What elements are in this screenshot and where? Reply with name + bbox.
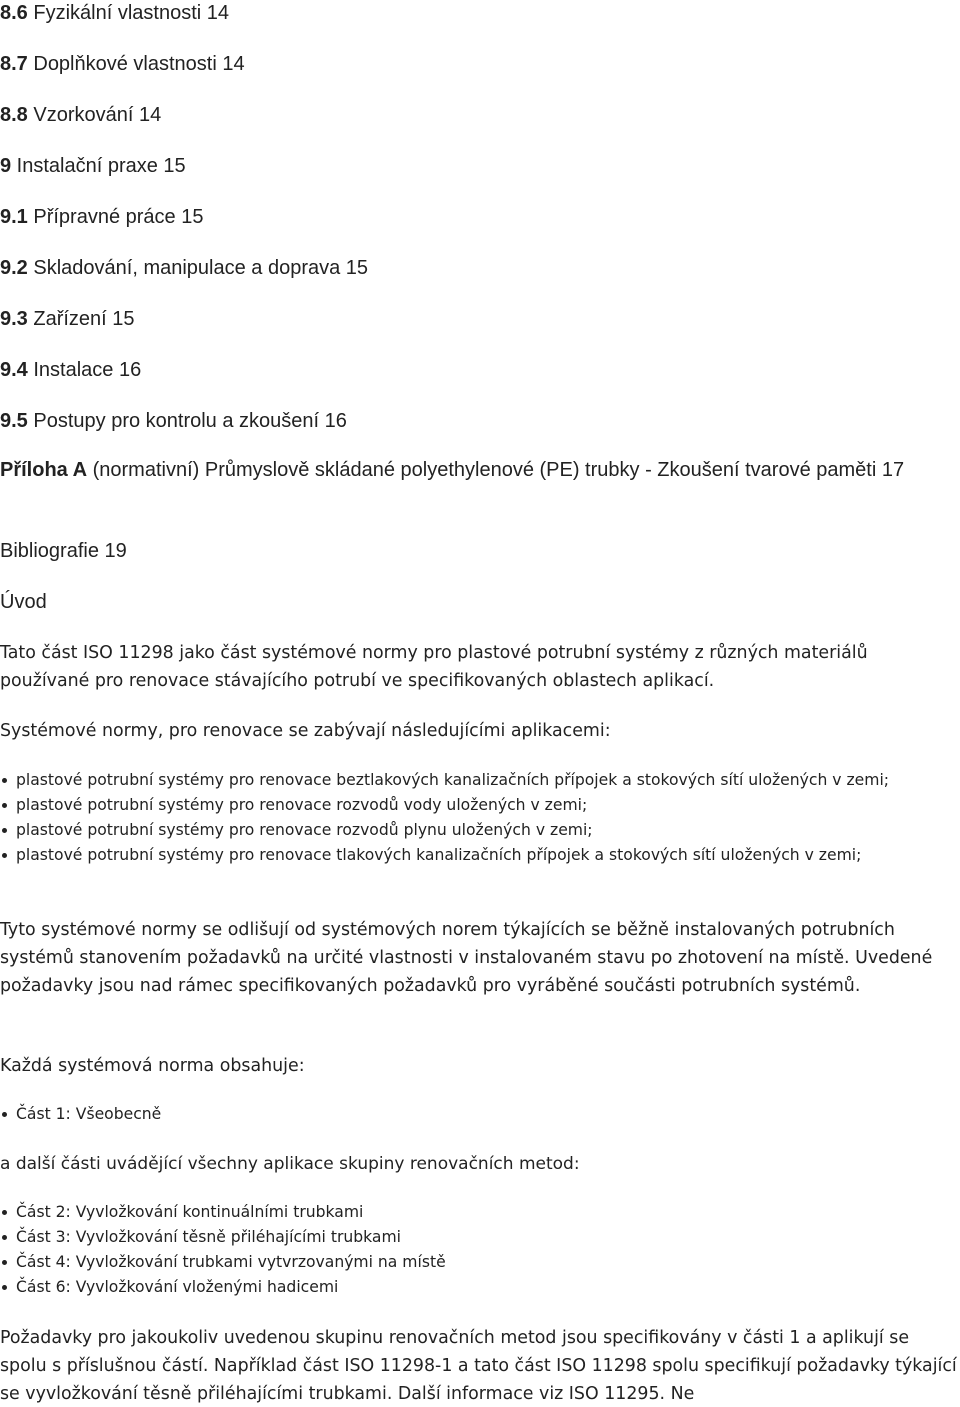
toc-annex-label: Příloha A <box>0 459 88 481</box>
list-item: Část 3: Vyvložkování těsně přiléhajícími trubkami <box>0 1225 950 1250</box>
toc-title: Postupy pro kontrolu a zkoušení 16 <box>27 410 347 432</box>
toc-entry-bibliography[interactable]: Bibliografie 19 <box>0 540 127 562</box>
toc-entry[interactable] <box>0 358 141 382</box>
toc-title: Skladování, manipulace a doprava 15 <box>27 257 369 279</box>
toc-title: Doplňkové vlastnosti 14 <box>27 53 245 75</box>
each-standard-contains: Každá systémová norma obsahuje: <box>0 1056 305 1076</box>
list-item: plastové potrubní systémy pro renovace rozvodů plynu uložených v zemi; <box>0 818 950 843</box>
toc-entry[interactable] <box>0 1 229 25</box>
toc-number: 9.3 <box>0 308 28 330</box>
toc-title: Fyzikální vlastnosti 14 <box>27 2 230 24</box>
applications-list <box>0 768 950 868</box>
list-item: Část 2: Vyvložkování kontinuálními trubkami <box>0 1200 950 1225</box>
toc-title: Instalační praxe 15 <box>11 155 186 177</box>
intro-paragraph: Tato část ISO 11298 jako část systémové normy pro plastové potrubní systémy z různých materiálů používané pro renovace stávajícího potrubí ve specifikovaných oblastech aplikací. <box>0 643 868 691</box>
requirements-paragraph: Požadavky pro jakoukoliv uvedenou skupinu renovačních metod jsou specifikovány v části 1 a aplikují se spolu s příslušnou částí. Například část ISO 11298-1 a tato část ISO 11298 spolu specifikují požadavky týkající se vyvložkování těsně přiléhajícími trubkami. Další informace viz ISO 11295. Ne <box>0 1328 957 1404</box>
toc-entry[interactable] <box>0 205 203 229</box>
toc-number: 8.6 <box>0 2 28 24</box>
toc-number: 9.5 <box>0 410 28 432</box>
toc-title: Instalace 16 <box>27 359 142 381</box>
toc-entry[interactable] <box>0 256 368 280</box>
toc-number: 9.4 <box>0 359 28 381</box>
toc-number: 8.8 <box>0 104 28 126</box>
toc-entry[interactable] <box>0 409 347 433</box>
parts-list <box>0 1200 950 1300</box>
toc-entry[interactable] <box>0 154 186 178</box>
toc-number: 9.1 <box>0 206 28 228</box>
list-item: plastové potrubní systémy pro renovace tlakových kanalizačních přípojek a stokových sítí uložených v zemi; <box>0 843 950 868</box>
toc-title: Vzorkování 14 <box>27 104 162 126</box>
toc-entry-intro[interactable]: Úvod <box>0 591 47 613</box>
toc-annex-title: (normativní) Průmyslově skládané polyethylenové (PE) trubky - Zkoušení tvarové paměti 17 <box>87 459 905 481</box>
other-parts-intro: a další části uvádějící všechny aplikace skupiny renovačních metod: <box>0 1154 580 1174</box>
list-item: plastové potrubní systémy pro renovace beztlakových kanalizačních přípojek a stokových sítí uložených v zemi; <box>0 768 916 793</box>
toc-number: 8.7 <box>0 53 28 75</box>
list-item: Část 6: Vyvložkování vloženými hadicemi <box>0 1275 950 1300</box>
toc-title: Zařízení 15 <box>27 308 135 330</box>
toc-number: 9 <box>0 155 12 177</box>
applications-intro: Systémové normy, pro renovace se zabývají následujícími aplikacemi: <box>0 721 611 741</box>
list-item: Část 4: Vyvložkování trubkami vytvrzovanými na místě <box>0 1250 950 1275</box>
list-item: plastové potrubní systémy pro renovace rozvodů vody uložených v zemi; <box>0 793 950 818</box>
system-standards-paragraph: Tyto systémové normy se odlišují od systémových norem týkajících se běžně instalovaných potrubních systémů stanovením požadavků na určité vlastnosti v instalovaném stavu po zhotovení na místě. Uvedené požadavky jsou nad rámec specifikovaných požadavků pro vyráběné součásti potrubních systémů. <box>0 920 933 996</box>
toc-entry-annex[interactable] <box>0 456 950 485</box>
part1-list <box>0 1102 950 1127</box>
list-item: Část 1: Všeobecně <box>0 1102 950 1127</box>
toc-entry[interactable] <box>0 103 161 127</box>
toc-number: 9.2 <box>0 257 28 279</box>
toc-entry[interactable] <box>0 307 135 331</box>
toc-entry[interactable] <box>0 52 245 76</box>
toc-title: Přípravné práce 15 <box>27 206 204 228</box>
